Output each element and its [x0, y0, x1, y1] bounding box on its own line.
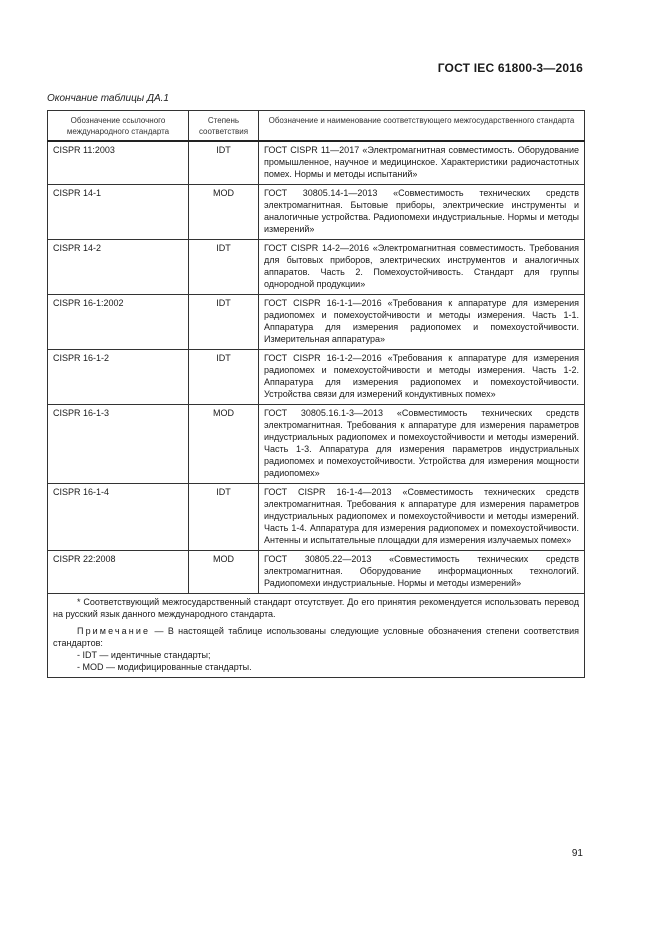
table-row: [48, 405, 585, 484]
column-header-title: Обозначение и наименование соответствующего межгосударственного стандарта: [259, 111, 585, 142]
degree-cell: IDT: [189, 141, 259, 185]
table-header-row: [48, 111, 585, 142]
reference-cell: CISPR 14-2: [48, 240, 189, 295]
title-cell: ГОСТ 30805.22—2013 «Совместимость технических средств электромагнитная. Оборудование информационных технологий. Радиопомехи индустриальные. Нормы и методы измерений»: [259, 551, 585, 594]
reference-cell: CISPR 16-1-2: [48, 350, 189, 405]
column-header-reference: Обозначение ссылочного международного стандарта: [48, 111, 189, 142]
table-row: [48, 350, 585, 405]
document-id-header: ГОСТ IEC 61800-3—2016: [437, 61, 583, 75]
table-row: [48, 185, 585, 240]
table-note: [53, 625, 579, 649]
reference-cell: CISPR 16-1-4: [48, 484, 189, 551]
table-row: [48, 141, 585, 185]
page-number: 91: [571, 848, 583, 859]
degree-cell: IDT: [189, 484, 259, 551]
reference-cell: CISPR 11:2003: [48, 141, 189, 185]
title-cell: ГОСТ CISPR 14-2—2016 «Электромагнитная совместимость. Требования для бытовых приборов, электрических инструментов и аналогичных аппаратов. Часть 2. Помехоустойчивость. Стандарт для группы однородной продукции»: [259, 240, 585, 295]
legend-item-mod: - MOD — модифицированные стандарты.: [77, 662, 252, 672]
column-header-degree: Степень соответствия: [189, 111, 259, 142]
reference-cell: CISPR 16-1-3: [48, 405, 189, 484]
note-text: — В настоящей таблице использованы следующие условные обозначения степени соответствия стандартов:: [53, 626, 579, 648]
table-row: [48, 240, 585, 295]
reference-cell: CISPR 14-1: [48, 185, 189, 240]
reference-cell: CISPR 22:2008: [48, 551, 189, 594]
table-notes-row: [48, 594, 585, 678]
degree-cell: MOD: [189, 185, 259, 240]
reference-standards-table: [47, 110, 585, 678]
title-cell: ГОСТ CISPR 16-1-2—2016 «Требования к аппаратуре для измерения радиопомех и помехоустойчивости и методы измерения. Часть 1-2. Аппаратура для измерения радиопомех и помехоустойчивости. Устройства связи для измерений кондуктивных помех»: [259, 350, 585, 405]
table-footnote: * Соответствующий межгосударственный стандарт отсутствует. До его принятия рекомендуется использовать перевод на русский язык данного международного стандарта.: [53, 597, 579, 619]
degree-cell: MOD: [189, 551, 259, 594]
degree-cell: MOD: [189, 405, 259, 484]
note-prefix: Примечание: [77, 626, 151, 636]
table-caption: Окончание таблицы ДА.1: [47, 93, 169, 104]
degree-cell: IDT: [189, 240, 259, 295]
title-cell: ГОСТ 30805.14-1—2013 «Совместимость технических средств электромагнитная. Бытовые приборы, электрические инструменты и аналогичные устройства. Радиопомехи индустриальные. Нормы и методы измерений»: [259, 185, 585, 240]
table-row: [48, 551, 585, 594]
table-row: [48, 484, 585, 551]
table-notes-cell: [48, 594, 585, 678]
degree-cell: IDT: [189, 350, 259, 405]
title-cell: ГОСТ CISPR 11—2017 «Электромагнитная совместимость. Оборудование промышленное, научное и медицинское. Характеристики радиочастотных помех. Нормы и методы испытаний»: [259, 141, 585, 185]
title-cell: ГОСТ CISPR 16-1-4—2013 «Совместимость технических средств электромагнитная. Требования к аппаратуре для измерения параметров индустриальных радиопомех и помехоустойчивости и методы измерений. Часть 1-4. Аппаратура для измерения радиопомех и помехоустойчивости. Антенны и испытательные площадки для измерения излучаемых помех»: [259, 484, 585, 551]
reference-cell: CISPR 16-1:2002: [48, 295, 189, 350]
title-cell: ГОСТ CISPR 16-1-1—2016 «Требования к аппаратуре для измерения радиопомех и помехоустойчивости и методы измерения. Часть 1-1. Аппаратура для измерения радиопомех и помехоустойчивости. Измерительная аппаратура»: [259, 295, 585, 350]
degree-cell: IDT: [189, 295, 259, 350]
legend-item-idt: - IDT — идентичные стандарты;: [77, 650, 211, 660]
title-cell: ГОСТ 30805.16.1-3—2013 «Совместимость технических средств электромагнитная. Требования к аппаратуре для измерения параметров индустриальных радиопомех и помехоустойчивости и методы измерений. Часть 1-3. Аппаратура для измерения параметров индустриальных радиопомех и помехоустойчивости. Устройства для измерения мощности радиопомех»: [259, 405, 585, 484]
table-row: [48, 295, 585, 350]
